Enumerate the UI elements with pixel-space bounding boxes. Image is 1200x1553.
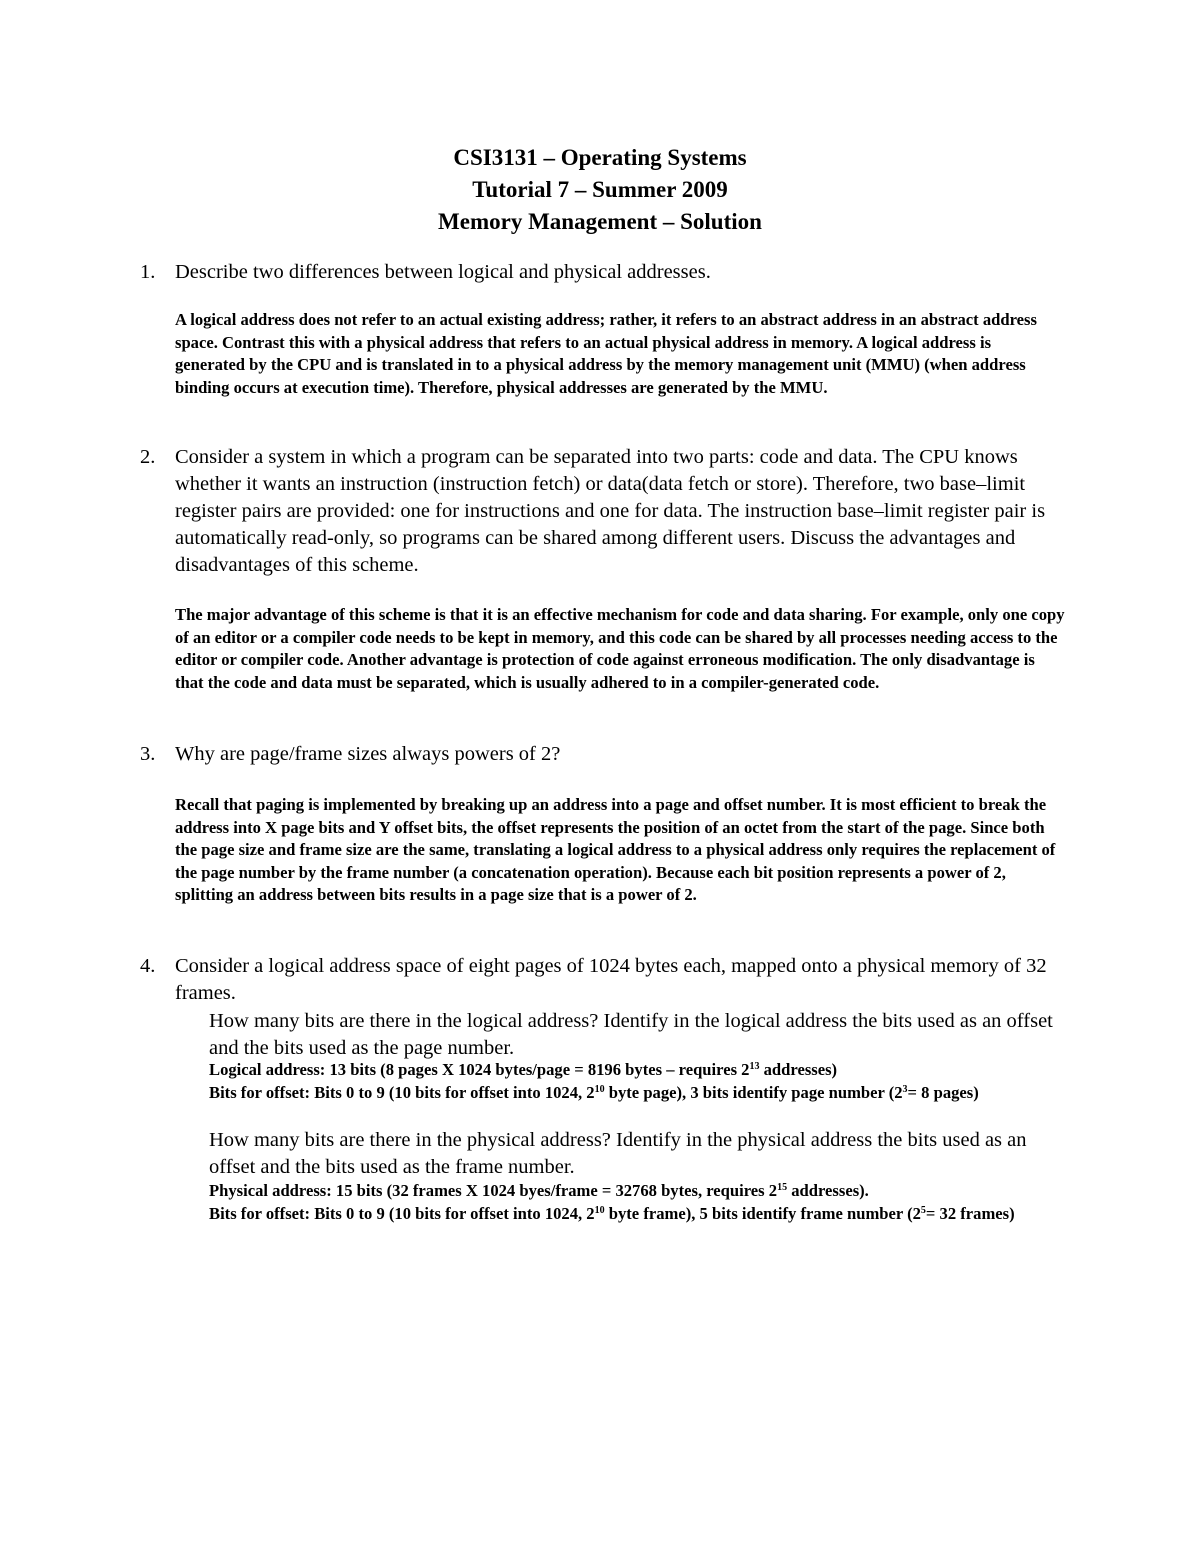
question-2 [140, 444, 1070, 579]
answer-2: The major advantage of this scheme is that it is an effective mechanism for code and data sharing. For example, only one copy of an editor or a compiler code needs to be kept in memory, and this code can be shared by all processes needing access to the editor or compiler code. Another advantage is protection of code against erroneous modification. The only disadvantage is that the code and data must be separated, which is usually adhered to in a compiler-generated code. [175, 605, 1065, 692]
physical-address-line: Physical address: 15 bits (32 frames X 1024 byes/frame = 32768 bytes, requires $2^{15}$ addresses). [209, 1181, 869, 1200]
topic-title: Memory Management – Solution [438, 209, 762, 234]
question-3 [140, 741, 1070, 768]
subanswer-a [209, 1059, 1069, 1104]
subquestion-a: How many bits are there in the logical address? Identify in the logical address the bits used as an offset and the bits used as the page number. [209, 1010, 1053, 1059]
answer-3: Recall that paging is implemented by breaking up an address into a page and offset number. It is most efficient to break the address into X page bits and Y offset bits, the offset represents the position of an octet from the start of the page. Since both the page size and frame size are the same, translating a logical address to a physical address only requires the replacement of the page number by the frame number (a concatenation operation). Because each bit position represents a power of 2, splitting an address between bits results in a page size that is a power of 2. [175, 795, 1056, 905]
tutorial-title: Tutorial 7 – Summer 2009 [472, 177, 728, 202]
question-number: 1. [140, 261, 156, 283]
question-1 [140, 259, 1070, 286]
question-text: Consider a logical address space of eight pages of 1024 bytes each, mapped onto a physical memory of 32 frames. [175, 955, 1047, 1004]
question-text: Why are page/frame sizes always powers of 2? [175, 743, 561, 765]
course-title: CSI3131 – Operating Systems [453, 145, 747, 170]
question-text: Consider a system in which a program can be separated into two parts: code and data. The CPU knows whether it wants an instruction (instruction fetch) or data(data fetch or store). Therefore, two base–limit register pairs are provided: one for instructions and one for data. The instruction base–limit register pair is automatically read-only, so programs can be shared among different users. Discuss the advantages and disadvantages of this scheme. [175, 446, 1046, 576]
subquestion-b: How many bits are there in the physical address? Identify in the physical address the bits used as an offset and the bits used as the frame number. [209, 1129, 1027, 1178]
answer-1: A logical address does not refer to an actual existing address; rather, it refers to an abstract address in an abstract address space. Contrast this with a physical address that refers to an actual physical address in memory. A logical address is generated by the CPU and is translated in to a physical address by the memory management unit (MMU) (when address binding occurs at execution time). Therefore, physical addresses are generated by the MMU. [175, 310, 1037, 397]
question-number: 3. [140, 743, 156, 765]
logical-address-line: Logical address: 13 bits (8 pages X 1024 bytes/page = 8196 bytes – requires $2^{13}$ addresses) [209, 1060, 838, 1079]
page-offset-line: Bits for offset: Bits 0 to 9 (10 bits for offset into 1024, $2^{10}$ byte page), 3 bits identify page number ($2^3= 8$ pages) [209, 1082, 979, 1102]
question-number: 4. [140, 955, 156, 977]
question-text: Describe two differences between logical and physical addresses. [175, 261, 711, 283]
frame-offset-line: Bits for offset: Bits 0 to 9 (10 bits for offset into 1024, $2^{10}$ byte frame), 5 bits identify frame number ($2^5= 32$ frames) [209, 1203, 1015, 1223]
question-number: 2. [140, 446, 156, 468]
question-4 [140, 953, 1070, 1007]
subanswer-b [209, 1180, 1069, 1225]
